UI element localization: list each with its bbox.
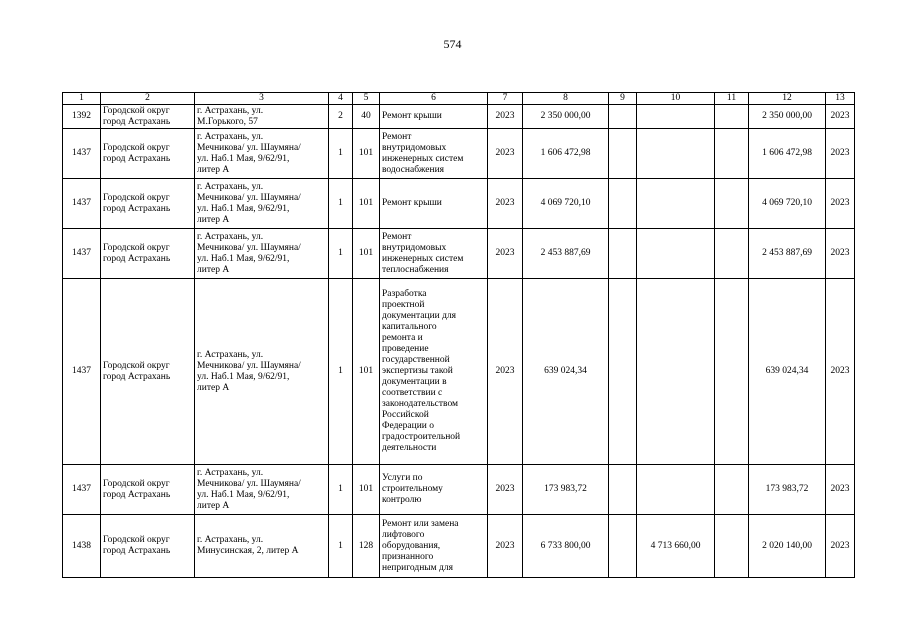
end-year-cell: 2023 [826,515,855,578]
municipality-cell [101,515,195,578]
col11-cell [715,179,749,229]
cell-line: градостроительной [382,432,461,442]
col4-value-cell: 1 [329,515,353,578]
column-number-cell: 7 [488,93,523,105]
register-table [62,92,855,578]
end-year-cell: 2023 [826,229,855,279]
cell-line: литер А [197,382,230,393]
column-number-cell: 8 [523,93,609,105]
cell-line: капитального [382,322,437,332]
work-type-cell [380,515,488,578]
work-type-cell [380,129,488,179]
cell-line: строительному [382,484,443,494]
table-row [63,129,855,179]
col10-cost-cell [637,279,715,465]
col4-value-cell: 1 [329,279,353,465]
cell-line: признанного [382,551,434,562]
end-year-cell: 2023 [826,129,855,179]
cell-line: г. Астрахань, ул. [197,231,264,242]
total-cost-cell: 2 350 000,00 [523,105,609,129]
cell-line: непригодным для [382,562,453,573]
cell-line: Минусинская, 2, литер А [197,546,299,556]
cell-line: город Астрахань [103,203,171,214]
cell-line: Федерации о [382,421,434,431]
total-cost-cell: 1 606 472,98 [523,129,609,179]
cell-line: Городской округ [103,535,170,545]
cell-line: г. Астрахань, ул. [197,467,264,478]
cell-line: ул. Наб.1 Мая, 9/62/91, [197,489,290,500]
column-number-cell: 2 [101,93,195,105]
cell-line: Городской округ [103,478,170,489]
address-cell [195,515,329,578]
object-id-cell: 1392 [63,105,101,129]
municipality-cell [101,129,195,179]
col11-cell [715,465,749,515]
column-number-cell: 5 [353,93,380,105]
col10-cost-cell: 4 713 660,00 [637,515,715,578]
year-cell: 2023 [488,105,523,129]
col9-cell [609,229,637,279]
column-number-cell: 4 [329,93,353,105]
table-row [63,279,855,465]
col5-value-cell: 101 [353,279,380,465]
cell-line: теплоснабжения [382,264,449,275]
municipality-cell [101,279,195,465]
cell-line: Городской округ [103,192,170,203]
cell-line: Ремонт [382,231,412,242]
col5-value-cell: 101 [353,465,380,515]
cell-line: экспертизы такой [382,366,453,376]
address-cell [195,279,329,465]
cell-line: законодательством [382,399,459,409]
col9-cell [609,515,637,578]
cell-line: город Астрахань [103,371,171,382]
work-type-cell [380,229,488,279]
cell-line: инженерных систем [382,153,464,164]
municipality-cell [101,229,195,279]
cell-line: литер А [197,214,230,225]
column-number-row [63,93,855,105]
address-cell [195,129,329,179]
cell-line: Городской округ [103,242,170,253]
col5-value-cell: 101 [353,229,380,279]
cell-line: Городской округ [103,360,170,371]
total-cost-cell: 4 069 720,10 [523,179,609,229]
year-cell: 2023 [488,465,523,515]
cell-line: город Астрахань [103,153,171,164]
table-row [63,515,855,578]
col11-cell [715,229,749,279]
cell-line: документации для [382,311,457,321]
object-id-cell: 1438 [63,515,101,578]
cell-line: Разработка [382,289,427,299]
address-cell [195,229,329,279]
work-type-cell [380,179,488,229]
object-id-cell: 1437 [63,229,101,279]
cell-line: ремонта и [382,333,423,343]
cell-line: Мечникова/ ул. Шаумяна/ [197,142,301,153]
table-row [63,229,855,279]
cell-line: Мечникова/ ул. Шаумяна/ [197,242,301,253]
year-cell: 2023 [488,129,523,179]
col5-value-cell: 40 [353,105,380,129]
col9-cell [609,465,637,515]
cell-line: проектной [382,300,425,310]
cell-line: г. Астрахань, ул. [197,131,264,142]
cell-line: г. Астрахань, ул. [197,181,264,192]
municipality-cell [101,465,195,515]
cell-line: деятельности [382,443,437,453]
col4-value-cell: 1 [329,179,353,229]
col4-value-cell: 1 [329,229,353,279]
total-cost-cell: 2 453 887,69 [523,229,609,279]
cell-line: Городской округ [103,142,170,153]
cell-line: проведение [382,344,429,354]
cell-line: Ремонт или замена [382,518,459,529]
year-cell: 2023 [488,179,523,229]
col5-value-cell: 101 [353,129,380,179]
cell-line: город Астрахань [103,253,171,264]
total-cost-cell: 6 733 800,00 [523,515,609,578]
cell-line: Городской округ [103,105,170,116]
end-year-cell: 2023 [826,279,855,465]
col10-cost-cell [637,179,715,229]
work-type-cell [380,465,488,515]
cell-line: ул. Наб.1 Мая, 9/62/91, [197,371,290,382]
col12-cost-cell: 2 350 000,00 [749,105,826,129]
col10-cost-cell [637,129,715,179]
cell-line: инженерных систем [382,253,464,264]
cell-line: контролю [382,495,422,505]
col9-cell [609,179,637,229]
col12-cost-cell: 173 983,72 [749,465,826,515]
column-number-cell: 1 [63,93,101,105]
cell-line: г. Астрахань, ул. [197,349,264,360]
municipality-cell [101,179,195,229]
cell-line: ул. Наб.1 Мая, 9/62/91, [197,203,290,214]
cell-line: Ремонт крыши [382,111,442,121]
cell-line: М.Горького, 57 [197,116,258,127]
cell-line: Российской [382,410,429,420]
cell-line: Мечникова/ ул. Шаумяна/ [197,192,301,203]
object-id-cell: 1437 [63,179,101,229]
col5-value-cell: 128 [353,515,380,578]
address-cell [195,105,329,129]
object-id-cell: 1437 [63,129,101,179]
cell-line: водоснабжения [382,164,445,175]
col4-value-cell: 1 [329,129,353,179]
year-cell: 2023 [488,279,523,465]
cell-line: внутридомовых [382,142,447,153]
col9-cell [609,129,637,179]
table-row [63,179,855,229]
cell-line: город Астрахань [103,489,171,500]
col9-cell [609,105,637,129]
year-cell: 2023 [488,229,523,279]
cell-line: литер А [197,500,230,511]
cell-line: оборудования, [382,540,441,551]
table-row [63,105,855,129]
col9-cell [609,279,637,465]
object-id-cell: 1437 [63,279,101,465]
cell-line: соответствии с [382,388,443,398]
column-number-cell: 3 [195,93,329,105]
table-row [63,465,855,515]
cell-line: документации в [382,377,447,387]
col12-cost-cell: 2 020 140,00 [749,515,826,578]
col12-cost-cell: 639 024,34 [749,279,826,465]
address-cell [195,179,329,229]
col10-cost-cell [637,465,715,515]
col11-cell [715,129,749,179]
col4-value-cell: 2 [329,105,353,129]
end-year-cell: 2023 [826,179,855,229]
cell-line: город Астрахань [103,546,171,556]
cell-line: город Астрахань [103,116,171,127]
cell-line: Услуги по [382,473,423,483]
column-number-cell: 12 [749,93,826,105]
cell-line: Мечникова/ ул. Шаумяна/ [197,478,301,489]
work-type-cell [380,279,488,465]
col10-cost-cell [637,105,715,129]
col11-cell [715,279,749,465]
cell-line: литер А [197,164,230,175]
column-number-cell: 13 [826,93,855,105]
col12-cost-cell: 1 606 472,98 [749,129,826,179]
column-number-cell: 9 [609,93,637,105]
cell-line: внутридомовых [382,242,447,253]
cell-line: Мечникова/ ул. Шаумяна/ [197,360,301,371]
cell-line: г. Астрахань, ул. [197,535,264,545]
total-cost-cell: 639 024,34 [523,279,609,465]
col4-value-cell: 1 [329,465,353,515]
col10-cost-cell [637,229,715,279]
col11-cell [715,105,749,129]
object-id-cell: 1437 [63,465,101,515]
column-number-cell: 6 [380,93,488,105]
cell-line: лифтового [382,529,425,540]
col12-cost-cell: 2 453 887,69 [749,229,826,279]
cell-line: ул. Наб.1 Мая, 9/62/91, [197,253,290,264]
municipality-cell [101,105,195,129]
year-cell: 2023 [488,515,523,578]
cell-line: Ремонт крыши [382,198,442,208]
cell-line: г. Астрахань, ул. [197,105,264,116]
col5-value-cell: 101 [353,179,380,229]
cell-line: литер А [197,264,230,275]
cell-line: государственной [382,355,450,365]
address-cell [195,465,329,515]
end-year-cell: 2023 [826,105,855,129]
column-number-cell: 11 [715,93,749,105]
work-type-cell [380,105,488,129]
col11-cell [715,515,749,578]
column-number-cell: 10 [637,93,715,105]
page-number: 574 [443,37,462,51]
cell-line: ул. Наб.1 Мая, 9/62/91, [197,153,290,164]
end-year-cell: 2023 [826,465,855,515]
total-cost-cell: 173 983,72 [523,465,609,515]
col12-cost-cell: 4 069 720,10 [749,179,826,229]
cell-line: Ремонт [382,131,412,142]
